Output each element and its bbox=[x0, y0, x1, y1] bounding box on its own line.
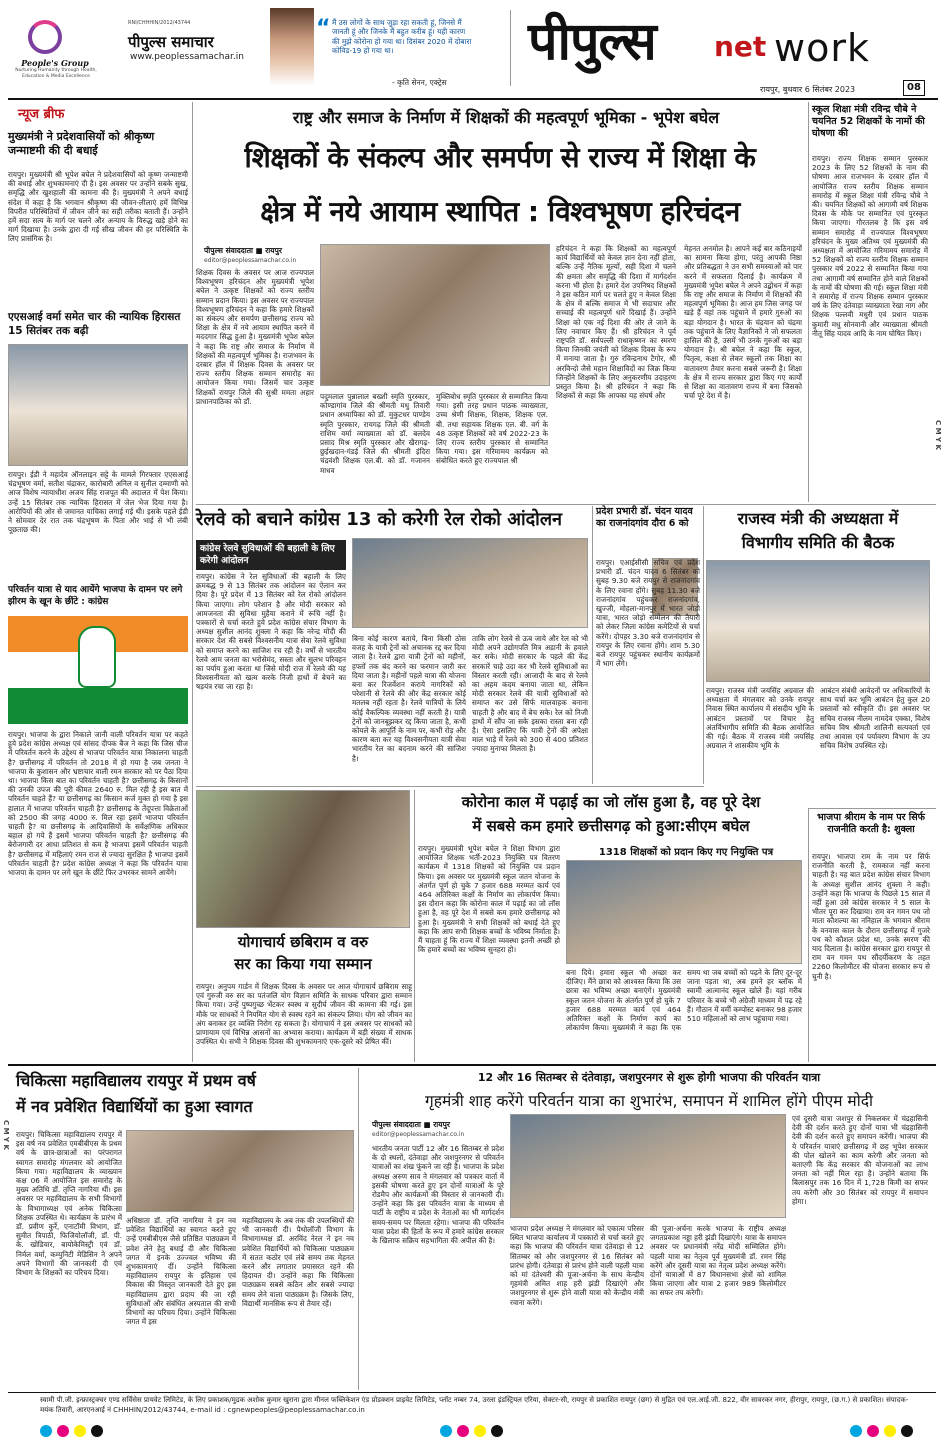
brand-hindi: पीपुल्स bbox=[528, 12, 656, 72]
lead-col-4: हरिचंदन ने कहा कि शिक्षकों का महत्वपूर्ण कार्य विद्यार्थियों को केवल ज्ञान देना नहीं होता, बल्कि उन्हें नैतिक मूल्यों, सही दिशा में चलने की क्षमता और समृद्धि की दिशा में मार्गदर्शन करना भी होता है। हमारे देश उपनिषद शिक्षकों ने इस कठिन मार्ग पर चलते हुए न केवल शिक्षा के क्षेत्र में बल्कि समाज में भी सदाचार और सच्चाई की महत्वपूर्ण धारें दिखाई हैं। उन्होंने शिक्षा को एक नई दिशा की ओर ले जाने के लिए नवाचार किए हैं। श्री हरिचंदन ने पूर्व राष्ट्रपति डॉ. सर्वपल्ली राधाकृष्णन का स्मरण किया जिनकी जयंती को शिक्षक दिवस के रूप में मनाया जाता है। गुरु रविन्द्रनाथ टैगोर, श्री अरविन्दो जैसे महान शिक्षाविदों का जिक्र किया जिन्होंने शिक्षकों के लिए अनुकरणीय उदाहरण प्रस्तुत किया है। श्री हरिचंदन ने कहा कि शिक्षकों से कहा कि आपका यह संघर्ष और bbox=[556, 244, 676, 401]
bjp-col-2: भाजपा प्रदेश अध्यक्ष ने मंगलवार को एकात्म परिसर स्थित भाजपा कार्यालय में पत्रकारों से चर्चा करते हुए कहा कि भाजपा की परिवर्तन यात्रा दंतेवाड़ा से 12 सितम्बर को और जशपुरनगर से 16 सितंबर को प्रारंभ होगी। दंतेवाड़ा से प्रारंभ होने वाली पहली यात्रा को मां दंतेश्वरी की पूजा-अर्चना के साथ केन्द्रीय गृहमंत्री अमित शाह हरी झंडी दिखाएंगे और जशपुरनगर से शुरू होने वाली यात्रा को केन्द्रीय मंत्री रवाना करेंगे। bbox=[510, 1224, 644, 1307]
cmyk-marks-left bbox=[40, 1422, 103, 1441]
bjp-press-photo bbox=[510, 1114, 786, 1218]
rail-col-3: ताकि लोग रेलवे से ऊब जाये और रेल को भी मोदी अपने उद्योगपति मित्र अडानी के हवाले कर सके। मोदी सरकार के पहले की केंद्र सरकारें चाहे उदा कर भी रेलवे सुविधाओं का विस्तार करती रही। आजादी के बाद से रेलवे का अहम कदम बनाया जाता था, लेकिन मोदी सरकार रेलवे की यात्री सुविधाओं को समाप्त कर उसे सिर्फ मालवाहक बनाना चाहती है और बाद में बेच सके। रेल को निजी हाथों में सौंप जा सके इसका रास्ता बना रही है। ऐसा इसलिए कि यात्री ट्रेनों की अपेक्षा माल भाड़े में रेलवे को 300 से 400 प्रतिशत ज्यादा मुनाफा मिलता है। bbox=[472, 634, 588, 754]
hand-icon bbox=[78, 626, 116, 688]
cmyk-marks-center bbox=[440, 1422, 503, 1441]
teachers-list-body: रायपुर। राज्य शिक्षक सम्मान पुरस्कार 2023 के लिए 52 शिक्षकों के नाम की घोषणा आज राजभवन के दरबार हॉल में आयोजित राज्य स्तरीय शिक्षक सम्मान समारोह में स्कूल शिक्षा मंत्री रविन्द्र चौबे ने की। चयनित शिक्षकों को आगामी वर्ष शिक्षक दिवस के मौके पर सम्मानित एवं पुरस्कृत किया जाएगा। गौरतलब है कि इस वर्ष सम्मान समारोह में राज्यपाल विश्वभूषण हरिचंदन के मुख्य अतिथ्य एवं मुख्यमंत्री की अध्यक्षता में आयोजित गरिमामय समारोह में 52 शिक्षकों को राज्य स्तरीय शिक्षक सम्मान पुरस्कार वर्ष 2022 से सम्मानित किया गया तथा आगामी वर्ष सम्मानित होने वाले शिक्षकों के नामों की घोषणा की गई। स्कूल शिक्षा मंत्री ने समारोह में राज्य शिक्षक सम्मान पुरस्कार वर्ष के लिए दंतेवाड़ा व्याख्याता रेखा नाग और शिक्षक पल्लवी मधुरी एवं प्रधान पाठक कुमारी मधु सोनवानी और व्याख्याता श्रीमती नीतू सिंह यादव आदि के नाम घोषित किए। bbox=[812, 154, 928, 338]
teachers-list-story bbox=[812, 104, 928, 504]
lead-email: editor@peoplessamachar.co.in bbox=[204, 257, 297, 264]
shukla-headline: भाजपा श्रीराम के नाम पर सिर्फ राजनीति करती है: शुक्ला bbox=[817, 812, 925, 835]
corona-col-1: रायपुर। मुख्यमंत्री भूपेश बघेल ने शिक्षा विभाग द्वारा आयोजित शिक्षक भर्ती-2023 नियुक्ति पत्र वितरण कार्यक्रम में 1318 शिक्षकों को नियुक्ति पत्र प्रदान किया। इस अवसर पर मुख्यमंत्री स्कूल जतन योजना के अंतर्गत पूर्ण हो चुके 7 हजार 688 मरम्मत कार्य एवं 464 अतिरिक्त कक्षों के निर्माण का लोकार्पण किया। इस दौरान कहा कि कोरोना काल में पढ़ाई का जो लॉस हुआ है, वह पूरे देश में सबसे कम हमारे छत्तीसगढ़ को हुआ है। मुख्यमंत्री ने सभी शिक्षकों को बधाई देते हुए कहा कि आप सभी शिक्षक बच्चों के भविष्य निर्माता हैं। मैं चाहता हूं कि राज्य में शिक्षा व्यवस्था इतनी अच्छी हो कि हमारे बच्चों का भविष्य सुनहरा हो। bbox=[418, 844, 560, 955]
brief-2-body: रायपुर। ईडी ने महादेव ऑनलाइन सट्टे के मामले गिरफ्तार एएसआई चंद्रभूषण वर्मा, सतीश चंद्राकर, कारोबारी अनिल व सुनील दम्माणी को आज विशेष न्यायाधीश अजय सिंह राजपूत की अदालत में पेश किया। उन्हें 15 सितंबर तक न्यायिक हिरासत में जेल भेज दिया गया है। आरोपियों की ओर से जमानत याचिका लगाई गई थी। इसके पहले ईडी ने सोमवार देर रात तक चंद्रभूषण के पिता और भाई से भी लंबी पूछताछ की। bbox=[8, 470, 188, 535]
peoples-group-logo bbox=[28, 20, 62, 54]
yoga-headline-1: योगाचार्य छबिराम व वरु bbox=[237, 933, 369, 951]
cmyk-marks-right bbox=[850, 1422, 913, 1441]
rule-lower bbox=[8, 1064, 936, 1066]
lead-story bbox=[196, 102, 804, 502]
chandan-body: रायपुर। एआईसीसी सचिव एवं प्रदेश प्रभारी डॉ. चंदन यादव 6 सितंबर को सुबह 9.30 बजे रायपुर से राजनांदगांव के लिए रवाना होंगे। सुबह 11.30 बजे राजनांदगांव पहुंचकर राजनांदगांव, खुज्जी, मोहला-मानपुर में भारत जोड़ो यात्रा, भारत जोड़ो सम्मेलन की तैयारी को लेकर जिला कांग्रेस कमेटियों से चर्चा करेंगे। दोपहर 3.30 बजे राजनांदगांव से रायपुर के लिए रवाना होंगे। शाम 5.30 बजे रायपुर पहुंचकर स्थानीय कार्यक्रमों में भाग लेंगे। bbox=[596, 558, 700, 669]
revenue-col-2: आबंटन संबंधी आवेदनों पर अधिकारियों के साथ चर्चा कर भूमि आबंटन हेतु कुल 20 प्रस्तावों को स्वीकृति दी। इस अवसर पर सचिव राजस्व नीलम नामदेव एक्का, विशेष सचिव विष श्रीमती शालिनी सत्यवर्ता एवं तथा आवास एवं पर्यावरण विभाग के उप सचिव विशेष उपस्थित रहे। bbox=[820, 686, 930, 751]
corona-headline-2: में सबसे कम हमारे छत्तीसगढ़ को हुआ:सीएम बघेल bbox=[472, 817, 750, 835]
group-tagline: Nurturing Humanity through Health, Education & Media Excellence bbox=[15, 68, 97, 79]
news-brief-label: न्यूज ब्रीफ bbox=[18, 107, 65, 122]
cyan-dot bbox=[440, 1425, 452, 1437]
page-number: 08 bbox=[903, 80, 925, 96]
corona-headline-1: कोरोना काल में पढ़ाई का जो लॉस हुआ है, वह पूरे देश bbox=[461, 793, 761, 811]
medical-story bbox=[8, 1068, 354, 1390]
lead-headline-2: क्षेत्र में नये आयाम स्थापित : विश्वभूषण हरिचंदन bbox=[260, 195, 740, 228]
shukla-body: रायपुर। भाजपा राम के नाम पर सिर्फ राजनीति करती है, रामकाज नहीं करना चाहती है। यह बात प्रदेश कांग्रेस संचार विभाग के अध्यक्ष सुशील आनंद शुक्ला ने कही। उन्होंने कहा कि भाजपा के पिछले 15 साल में नहीं हुआ उसे कांग्रेस सरकार ने 5 साल के भीतर पूरा कर दिखाया। राम वन गमन पथ जो माता कौशल्या का ननिहाल के भगवान श्रीराम के वनवास काल के दौरान छत्तीसगढ़ में गुजरे पथ को कौशल प्रदेश था, उनके स्मरण की याद दिलाता है। कांग्रेस सरकार द्वारा रायपुर से राम वन गमन पथ सौंदर्यीकरण के तहत 2260 किलोमीटर की योजना सरकार रूप से चुनी है। bbox=[812, 852, 930, 981]
lead-kicker: राष्ट्र और समाज के निर्माण में शिक्षकों की महत्वपूर्ण भूमिका - भूपेश बघेल bbox=[292, 108, 720, 127]
lead-byline: पीपुल्स संवाददाता ■ रायपुर bbox=[204, 246, 282, 255]
medical-col-1: रायपुर। चिकित्सा महाविद्यालय रायपुर में इस वर्ष नव प्रवेशित एमबीबीएस के प्रथम वर्ष के छात्र-छात्राओं का परंपरागत स्वागत समारोह मंगलवार को आयोजित किया गया। महाविद्यालय के व्याख्यान कक्ष 06 में आयोजित इस समारोह के मुख्य अतिथि डॉ. तृप्ति नागरिया थीं। इस अवसर पर महाविद्यालय के सभी विभागों के विभागाध्यक्ष एवं अनेक चिकित्सा शिक्षक उपस्थित थे। कार्यक्रम के प्रारंभ में डॉ. प्रवीण कुर्रे, एनाटॉमी विभाग, डॉ. सुमीत त्रिपाठी, फिजियोलॉजी, डॉ. पी. के. खोडियार, बायोकेमिस्ट्री एवं डॉ. निर्मल वर्मा, कम्युनिटी मेडिसिन ने अपने अपने विभागों की जानकारी दी एवं विभाग के शिक्षकों का परिचय दिया। bbox=[16, 1130, 122, 1278]
magenta-dot bbox=[57, 1425, 69, 1437]
revenue-meeting-photo bbox=[706, 560, 930, 682]
column-rule-right bbox=[808, 102, 809, 502]
quote-mark: “ bbox=[316, 16, 331, 41]
footer-imprint: स्वामी पी.जी. इन्फ्रास्ट्रक्चर एण्ड सर्विसेस प्रायवेट लिमिटेड, के लिए प्रकाशक/मुद्रक अशोक कुमार खुराना द्वारा मीनल फब्लिकेशन एंड प्रोडक्शन प्राइवेट लिमिटेड, प्लॉट नम्बर 74, उरला इंडस्ट्रियल एरिया, सेक्टर-सी, रायपुर से प्रकाशित रायपुर (छग) से मुद्रित एवं एल.आई.जी. 822, वीर सावरकर नगर, हीरापुर, रायपुर, (छ.ग.) से प्रकाशित। संपादक-मयंक तिवारी, आरएनआई नं CHHHIN/2012/43744, e-mail id : cgnewpeoples@peoplessamachar.co.in bbox=[40, 1396, 909, 1414]
cmyk-registration-strip bbox=[0, 1418, 945, 1442]
rail-press-photo bbox=[352, 538, 588, 628]
lead-col-2: पदुमलाल पुन्नालाल बख्शी स्मृति पुरस्कार, कोण्डागांव जिले की श्रीमती मधु तिवारी प्रधान अध्यापिका को डॉ. मुकुटधर पाण्डेय स्मृति पुरस्कार, रायगढ़ जिले की श्रीमती राशिम वर्मा व्याख्याता को डॉ. बलदेव प्रसाद मिश्र स्मृति पुरस्कार और खैरागढ़-छुईखदान-गंडई जिले की श्रीमती इंदिरा चंद्रवंशी शिक्षक एल.बी. को डॉ. गजानन माधव bbox=[320, 392, 430, 475]
rail-col-2: बिना कोई कारण बताये, बिना किसी ठोस वजह के यात्री ट्रेनों को अचानक रद्द कर दिया जाता है। रेलवे द्वारा यात्री ट्रेनों को महीनों, हफ्तों तक बंद करने का फरमान जारी कर दिया जाता है। महीनों पहले यात्रा की योजना बना कर रिजर्वेशन कराये नागरिकों को परेशानी से रेलवे की और केंद्र सरकार कोई मतलब नहीं रहता है। रेलवे यात्रियों के लिये कोई वैकल्पिक व्यवस्था नहीं करती है। यात्री ट्रेनों को जानबूझकर रद्द किया जाता है, कभी कोयले के आपूर्ति के नाम पर, कभी रोड़ और कारण बता कर यह विश्वसनीयता यात्री सेवा भारतीय रेल का बदनाम करने की साजिश है। bbox=[352, 634, 466, 763]
brief-2-photo bbox=[8, 344, 188, 466]
brief-3-body: रायपुर। भाजपा के द्वारा निकाले जानी वाली परिवर्तन यात्रा पर कहते हुये प्रदेश कांग्रेस अध्यक्ष एवं सांसद दीपक बैज ने कहा कि जिस चीज में परिवर्तन करने के उद्देश्य से भाजपा परिवर्तन यात्रा निकालना चाहती है? छत्तीसगढ़ में परिवर्तन तो 2018 में हो गया है जब जनता ने भाजपा के कुशासन और भ्रष्टाचार वाली रमन सरकार को पर पैठा दिया था। भाजपा किस बात का परिवर्तन चाहती है? छत्तीसगढ़ के किसानों की उनकी उपज की पूरी कीमत 2640 रु. मिल रही है इस बात में परिवर्तन चाहते हैं? या छत्तीसगढ़ का किसान कर्ज मुक्त हो गया है इस हालात में भाजपा परिवर्तन चाहती है? छत्तीसगढ़ के तेंदूपत्ता विक्रेताओं को 2500 की जगह 4000 रु. मिल रहा इसमें भाजपा परिवर्तन चाहती है? या छत्तीसगढ़ के आदिवासियों के सर्वेक्षणिक अधिकार बहाल हो गये हैं इसमें भाजपा परिवर्तन चाहती है? छत्तीसगढ़ की बेरोजगारी दर आधा प्रतिशत से कम है भाजपा इसमें परिवर्तन चाहती है? छत्तीसगढ़ में महिलाएं रमन राज से ज्यादा सुरक्षित है भाजपा इसमें परिवर्तन चाहती है? प्रदेश कांग्रेस अध्यक्ष ने कहा कि परिवर्तन यात्रा भाजपा के दामन पर लगे खून के छींटे फिर उभरकर सामने आयेंगे। bbox=[8, 730, 188, 878]
quote-author: - कृति सेनन, एक्ट्रेस bbox=[392, 78, 447, 87]
bjp-email: editor@peoplessamachar.co.in bbox=[372, 1131, 465, 1138]
medical-col-2: अधिष्ठाता डॉ. तृप्ति नागरिया ने इन नव प्रवेशित विद्यार्थियों का स्वागत करते हुए उन्हें एमबीबीएस जैसे प्रतिष्ठित पाठ्यक्रम में प्रवेश लेने हेतु बधाई दी और चिकित्सा जगत में इनके उज्ज्वल भविष्य की शुभकामनाएं दीं। उन्होंने चिकित्सा महाविद्यालय रायपुर के इतिहास एवं विकास की विस्तृत जानकारी देते हुए इस महाविद्यालय द्वारा प्रदाय की जा रही सुविधाओं और संबंधित अस्पताल की सभी विभागों का परिचय दिया। उन्होंने चिकित्सा जगत में इस bbox=[126, 1216, 236, 1327]
lead-col-3: मुक्तिबोध स्मृति पुरस्कार से सम्मानित किया गया। इसी तरह प्रधान पाठक व्याख्याता, उच्च श्रेणी शिक्षक, शिक्षक, शिक्षक एल. बी. तथा सहायक शिक्षक एल. बी. वर्ग के 48 उत्कृष्ट शिक्षकों को वर्ष 2022-23 के लिए राज्य स्तरीय पुरस्कार से सम्मानित किया गया। इस गरिमामय कार्यक्रम को संबोधित करते हुए राज्यपाल श्री bbox=[436, 392, 548, 466]
footer-rule bbox=[8, 1392, 936, 1393]
brief-3-title: परिवर्तन यात्रा से याद आयेंगे भाजपा के दामन पर लगे झीरम के खून के छींटे : कांग्रेस bbox=[8, 585, 183, 607]
rail-story bbox=[196, 506, 590, 784]
divider-line bbox=[510, 10, 511, 86]
yellow-dot bbox=[74, 1425, 86, 1437]
lead-headline-1: शिक्षकों के संकल्प और समर्पण से राज्य में शिक्षा के bbox=[244, 141, 756, 174]
lead-bottom-rule bbox=[196, 504, 936, 505]
masthead-rule bbox=[8, 98, 938, 100]
medical-students-photo bbox=[126, 1130, 354, 1212]
rail-subhead: कांग्रेस रेलवे सुविधाओं की बहाली के लिए करेगी आंदोलन bbox=[196, 540, 346, 570]
news-brief-column bbox=[8, 102, 190, 1062]
cyan-dot bbox=[40, 1425, 52, 1437]
rule-shukla-left bbox=[808, 808, 809, 1062]
medical-headline-1: चिकित्सा महाविद्यालय रायपुर में प्रथम वर्ष bbox=[16, 1071, 256, 1090]
corona-col-2: बना दिये। हमारा स्कूल भी अच्छा कर दीजिए। मैंने छात्रा को आश्वस्त किया कि उस छात्रा का भविष्य अच्छा बनाएंगे। मुख्यमंत्री स्कूल जतन योजना के अंतर्गत पूर्ण हो चुके 7 हजार 688 मरम्मत कार्य एवं 464 अतिरिक्त कक्षों के निर्माण कार्य का लोकार्पण किया। मुख्यमंत्री ने कहा कि एक समय था जब बच्चों को पढ़ने के लिए दूर-दूर जाना पड़ता था, अब हमने हर ब्लॉक में स्वामी आत्मानंद स्कूल खोले हैं। यहां गरीब परिवार के बच्चे भी अंग्रेजी माध्यम में पढ़ रहे हैं। गौठान में वर्मी कम्पोस्ट बनाकर 98 हजार 510 महिलाओं को लाभ पहुंचाया गया। bbox=[566, 968, 802, 1033]
masthead bbox=[0, 0, 945, 98]
lead-col-1: शिक्षक दिवस के अवसर पर आज राज्यपाल विश्वभूषण हरिचंदन और मुख्यमंत्री भूपेश बघेल ने उत्कृष्ट शिक्षकों को राज्य स्तरीय सम्मान प्रदान किया। इस अवसर पर राज्यपाल विश्वभूषण हरिचंदन ने कहा कि हमारे शिक्षकों का संकल्प और समर्पण छत्तीसगढ़ राज्य को शिक्षा के क्षेत्र में नये आयाम स्थापित करने में मददगार सिद्ध हुआ है। मुख्यमंत्री भूपेश बघेल ने कहा कि राष्ट्र और समाज के निर्माण में शिक्षकों की महत्वपूर्ण भूमिका है। राजभवन के दरबार हॉल में शिक्षक दिवस के अवसर पर राज्य स्तरीय शिक्षक सम्मान समारोह का आयोजन किया गया। जिसमें चार उत्कृष्ट शिक्षकों रायपुर जिले की सुश्री ममता अहार प्राधानपाठिका को डॉ. bbox=[196, 268, 314, 406]
cyan-dot bbox=[850, 1425, 862, 1437]
yoga-photo bbox=[196, 790, 410, 928]
cmyk-left-mark: C M Y K bbox=[2, 1120, 10, 1150]
celebrity-quote: मैं उस लोगों के साथ जुड़ा रहा सकती हूं, जिनसे मैं जानती हूं और जिनके मैं बहुत करीब हूं। यही कारण की मुझे कोरोना हो गया था। दिसंबर 2020 में दोबारा कोविड-19 हो गया था। bbox=[332, 18, 472, 56]
bjp-byline: पीपुल्स संवाददाता ■ रायपुर bbox=[372, 1120, 450, 1129]
yoga-body: रायपुर। अनुपम गार्डन में शिक्षक दिवस के अवसर पर आज योगाचार्य छबिराम साहू एवं गुरुजी वरु सर का पतंजलि योग विज्ञान समिति के साधक परिवार द्वारा सम्मान किया गया। उन्हें पुष्पगुच्छ भेंटकर स्वस्थ व सुदीर्घ जीवन की कामना की गई। इस मौके पर साधकों ने नियमित योग से स्वस्थ रहने का संकल्प लिया। योग को जीवन का अंग बनाकर हर व्यक्ति निरोग रह सकता है। योगाचार्य ने इस अवसर पर साधकों को प्राणायाम एवं विभिन्न आसनों का अभ्यास कराया। कार्यक्रम में बड़ी संख्या में साधक उपस्थित थे। सभी ने शिक्षक दिवस की शुभकामनाएं एक-दूसरे को प्रेषित कीं। bbox=[196, 982, 412, 1047]
bjp-col-3: की पूजा-अर्चना करके भाजपा के राष्ट्रीय अध्यक्ष जगतप्रकाश नड्डा हरी झंडी दिखाएंगे। यात्रा के समापन अवसर पर प्रधानमंत्री नरेंद्र मोदी सम्मिलित होंगे। पहली यात्रा का नेतृत्व पूर्व मुख्यमंत्री डॉ. रमन सिंह करेंगे और दूसरी यात्रा का नेतृत्व प्रदेश अध्यक्ष करेंगे। दोनों यात्राओं में 87 विधानसभा क्षेत्रों को शामिल किया जाएगा और यात्रा 2 हजार 989 किलोमीटर का सफर तय करेगी। bbox=[650, 1224, 786, 1298]
corona-photo bbox=[566, 860, 802, 964]
dateline: रायपुर, बुधवार 6 सितंबर 2023 bbox=[760, 85, 856, 94]
revenue-headline-2: विभागीय समिति की बैठक bbox=[741, 533, 895, 552]
brief-2-title: एएसआई वर्मा समेत चार की न्यायिक हिरासत 15 सितंबर तक बढ़ी bbox=[8, 311, 181, 337]
medical-col-3: महाविद्यालय के अब तक की उपलब्धियों की भी जानकारी दी। पैथोलॉजी विभाग के विभागाध्यक्ष डॉ. अरविंद नेरल ने इन नव प्रवेशित विद्यार्थियों को चिकित्सा पाठ्यक्रम में सतत कठोर एवं लंबे समय तक मेहनत करने और लगातार प्रयासरत रहने की हिदायत दी। उन्होंने कहा कि चिकित्सा पाठ्यक्रम सबसे कठिन और सबसे ज्यादा समय लेने वाला पाठ्यक्रम है। जिसके लिए, विद्यार्थी मानसिक रूप से तैयार रहें। bbox=[242, 1216, 354, 1308]
cmyk-side-mark: C M Y K bbox=[934, 420, 942, 450]
revenue-col-1: रायपुर। राजस्व मंत्री जयसिंह अग्रवाल की अध्यक्षता में मंगलवार को उनके रायपुर निवास स्थित कार्यालय में संसदीय भूमि के आबंटन प्रस्तावों पर विचार हेतु अंतर्विभागीय समिति की बैठक आयोजित की गई। बैठक में राजस्व मंत्री जयसिंह अग्रवाल ने शासकीय भूमि के bbox=[706, 686, 814, 751]
lead-col-5: मेहनत अनमोल है। आपने कई बार कठिनाइयों का सामना किया होगा, परंतु आपकी निष्ठा और प्रतिबद्धता ने उन सभी समस्याओं को पार करने में सफलता दिलाई है। कार्यक्रम में मुख्यमंत्री भूपेश बघेल ने अपने उद्बोधन में कहा कि राष्ट्र और समाज के निर्माण में शिक्षकों की महत्वपूर्ण भूमिका है। आज हम जिस जगह पर खड़े हैं वहां तक पहुंचाने में हमारे गुरुओं का बड़ा योगदान है। भारत के चंद्रयान को चंद्रमा तक पहुंचाने के लिए वैज्ञानिकों ने जो सफलता हासिल की है, उसमें भी उनके गुरुओं का बड़ा योगदान है। श्री बघेल ने कहा कि स्कूल, पितृत्व, कक्षा से लेकर स्कूलों तक शिक्षा का वातावरण तैयार करना सबसे जरूरी है। शिक्षा के क्षेत्र में राज्य सरकार द्वारा किए गए कार्यों से शिक्षा का वातावरण राज्य में बना जिसको चर्चा पूरे देश में है। bbox=[684, 244, 802, 401]
chandan-story bbox=[596, 506, 700, 784]
corona-subhead: 1318 शिक्षकों को प्रदान किए गए नियुक्ति पत्र bbox=[598, 847, 774, 858]
congress-logo bbox=[8, 616, 188, 724]
shukla-story bbox=[812, 812, 930, 1062]
bjp-col-4: एवं दूसरी यात्रा जशपुर से निकलकर में चंद्रहासिनी देवी की दर्शन करते हुए दोनों यात्रा भी चंद्रहासिनी देवी की दर्शन करते हुए समापन करेंगी। भाजपा की ये परिवर्तन यात्राएं छत्तीसगढ़ में छह भूपेश सरकार की पोल खोलने का काम करेगी और जनता को बताएगी कि केंद्र सरकार की योजनाओं का लाभ जनता को नहीं मिल रहा है। उन्होंने बताया कि बिलासपुर तक 16 दिन में 1,728 किमी का सफर तय करेगी और 30 सितंबर को रायपुर में समापन होगा। bbox=[792, 1114, 928, 1206]
revenue-story bbox=[706, 506, 930, 806]
chandan-headline: प्रदेश प्रभारी डॉ. चंदन यादव का राजनांदगांव दौरा 6 को bbox=[596, 506, 693, 529]
yellow-dot bbox=[884, 1425, 896, 1437]
column-rule-left bbox=[192, 102, 193, 1062]
bjp-headline: गृहमंत्री शाह करेंगे परिवर्तन यात्रा का शुभारंभ, समापन में शामिल होंगे पीएम मोदी bbox=[425, 1092, 873, 1110]
rail-col-1: रायपुर। कांग्रेस ने रेल सुविधाओं की बहाली के लिए क्रमबद्ध 9 से 13 सितंबर तक आंदोलन का ऐलान कर दिया है। पूरे प्रदेश में 13 सितंबर को रेल रोको आंदोलन किया जाएगा। लोग परेशान है और मोदी सरकार को आमजनता की सुविधा मुहैया कराने में रूचि नहीं है। पत्रकारों से चर्चा करते हुये प्रदेश कांग्रेस संचार विभाग के अध्यक्ष सुशील आनंद शुक्ला ने कहा कि नरेन्द्र मोदी की सरकार देश की सबसे विश्वसनीय यात्रा सेवा रेलवे सुविधा को समाप्त करने का साजिश रच रही है। वर्षों से भारतीय रेलवे आम जनता का भरोसेमंद, सस्ता और सुलभ परिवहन का पर्याय हुआ करता था जिसे मोदी राज में रेलवे की यह विश्वसनीयता को खत्म करके निजी हाथों में बेचने का षड़यंत्र रचा जा रहा है। bbox=[196, 572, 346, 692]
magenta-dot bbox=[457, 1425, 469, 1437]
revenue-headline-1: राजस्व मंत्री की अध्यक्षता में bbox=[737, 509, 899, 528]
brief-1-body: रायपुर। मुख्यमंत्री श्री भूपेश बघेल ने प्रदेशवासियों को कृष्ण जन्माष्टमी की बधाई और शुभकामनाएं दी है। इस अवसर पर उन्होंने सबके सुख, समृद्धि और खुशहाली की कामना की है। मुख्यमंत्री ने अपने बधाई संदेश में कहा है कि भगवान श्रीकृष्ण की जीवन-लीलाएं हमें विभिन्न विपरीत परिस्थितियों में जीवन जीने का सही तरीका बताती हैं। उन्होंने हमें सदा सत्य के मार्ग पर चलने और अन्याय के विरुद्ध खड़े होने का मार्ग दिखाया है। उनके द्वारा दी गई सीख जीवन की हर परिस्थिति के लिए प्रासंगिक है। bbox=[8, 170, 188, 244]
rule-shukla-top bbox=[808, 808, 936, 809]
teachers-list-title: स्कूल शिक्षा मंत्री रविन्द्र चौबे ने चयनित 52 शिक्षकों के नामों की घोषणा की bbox=[812, 104, 925, 139]
magenta-dot bbox=[867, 1425, 879, 1437]
bjp-col-1: भारतीय जनता पार्टी 12 और 16 सितम्बर से प्रदेश के दो स्थलों, दंतेवाड़ा और जशपुरनगर से परिवर्तन यात्राओं का शंख फूंकने जा रही है। भाजपा के प्रदेश अध्यक्ष अरुण साव ने मंगलवार को पत्रकार वार्ता में इसकी घोषणा करते हुए इन दोनों यात्राओं के पूरे रोडमैप और कार्यक्रमों की विस्तार से जानकारी दी। उन्होंने कहा कि इस परिवर्तन यात्रा के माध्यम से पार्टी के राष्ट्रीय व प्रदेश के नेताओं का भी मार्गदर्शन समय-समय पर मिलता रहेगा। भाजपा की परिवर्तन यात्रा प्रदेश की हितों के रूप में हमारे कांग्रेस सरकार के खिलाफ सक्रिय सहभागिता की अपील की है। bbox=[372, 1144, 504, 1246]
rule-medical-bjp bbox=[358, 1068, 359, 1390]
reg-number: RNI/CHHHIN/2012/43744 bbox=[128, 20, 191, 26]
rule-chandan-revenue bbox=[703, 506, 704, 784]
black-dot bbox=[901, 1425, 913, 1437]
rail-headline: रेलवे को बचाने कांग्रेस 13 को करेगी रेल रोको आंदोलन bbox=[196, 509, 563, 530]
rule-yoga-corona bbox=[414, 790, 415, 1062]
rule-rail-chandan bbox=[592, 506, 593, 784]
yellow-dot bbox=[474, 1425, 486, 1437]
black-dot bbox=[91, 1425, 103, 1437]
rule-mid bbox=[196, 786, 704, 787]
website-url: www.peoplessamachar.in bbox=[130, 52, 244, 62]
yoga-headline-2: सर का किया गया सम्मान bbox=[234, 955, 372, 973]
black-dot bbox=[491, 1425, 503, 1437]
lead-award-photo bbox=[320, 244, 550, 386]
celebrity-photo bbox=[270, 8, 314, 86]
group-name: People's Group bbox=[21, 58, 89, 68]
bjp-kicker: 12 और 16 सितम्बर से दंतेवाड़ा, जशपुरनगर से शुरू होगी भाजपा की परिवर्तन यात्रा bbox=[477, 1071, 821, 1084]
brief-1-title: मुख्यमंत्री ने प्रदेशवासियों को श्रीकृष्ण जन्माष्टमी की दी बधाई bbox=[8, 130, 155, 157]
corona-story bbox=[418, 790, 804, 1062]
samachar-logo: पीपुल्स समाचार bbox=[128, 33, 214, 51]
brand-work: work bbox=[774, 26, 870, 70]
bjp-story bbox=[362, 1068, 936, 1390]
medical-headline-2: में नव प्रवेशित विद्यार्थियों का हुआ स्वागत bbox=[16, 1097, 253, 1116]
brand-net: net bbox=[714, 30, 767, 63]
